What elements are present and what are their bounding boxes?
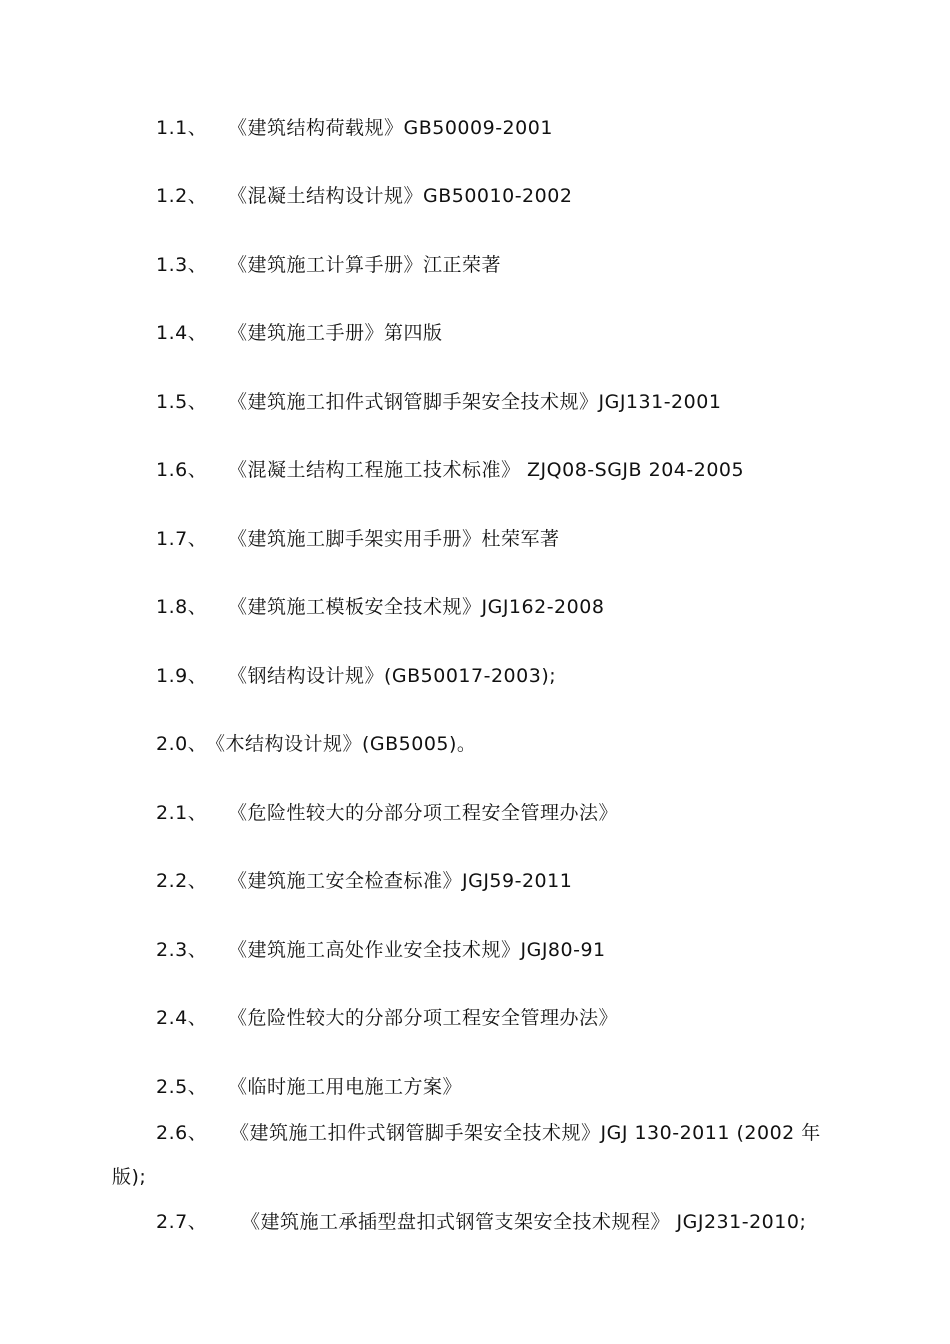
reference-item [156, 732, 476, 756]
reference-number: 1.7、 [156, 528, 208, 550]
reference-number: 1.8、 [156, 596, 208, 618]
reference-item [156, 938, 606, 962]
reference-item [156, 801, 618, 825]
reference-number: 2.1、 [156, 802, 208, 824]
reference-text: 《建筑施工手册》第四版 [228, 322, 443, 344]
reference-text-continuation: 版); [112, 1166, 147, 1188]
reference-item [156, 116, 553, 140]
reference-item [156, 390, 721, 414]
reference-text: 《危险性较大的分部分项工程安全管理办法》 [228, 1007, 619, 1029]
reference-number: 2.3、 [156, 939, 208, 961]
reference-text: 《建筑施工模板安全技术规》JGJ162-2008 [228, 596, 605, 618]
reference-number: 2.0、 [156, 733, 208, 755]
reference-item [156, 595, 604, 619]
reference-number: 1.2、 [156, 185, 208, 207]
reference-item-wrapped [112, 1111, 866, 1199]
reference-text: 《木结构设计规》(GB5005)。 [206, 733, 477, 755]
reference-item [156, 184, 572, 208]
reference-text: 《混凝土结构工程施工技术标准》 ZJQ08-SGJB 204-2005 [228, 459, 745, 481]
reference-number: 1.1、 [156, 117, 208, 139]
reference-number: 1.4、 [156, 322, 208, 344]
reference-text: 《建筑施工扣件式钢管脚手架安全技术规》JGJ 130-2011 (2002 年 [230, 1122, 821, 1144]
reference-text: 《建筑施工计算手册》江正荣著 [228, 254, 502, 276]
reference-item [156, 1006, 618, 1030]
reference-item [156, 527, 560, 551]
reference-item [156, 321, 443, 345]
reference-text: 《建筑施工脚手架实用手册》杜荣军著 [228, 528, 560, 550]
reference-item [156, 458, 744, 482]
reference-item [156, 664, 556, 688]
reference-number: 2.4、 [156, 1007, 208, 1029]
reference-number: 1.3、 [156, 254, 208, 276]
reference-item [156, 253, 501, 277]
reference-text: 《建筑施工高处作业安全技术规》JGJ80-91 [228, 939, 606, 961]
reference-number: 1.5、 [156, 391, 208, 413]
reference-text: 《钢结构设计规》(GB50017-2003); [228, 665, 557, 687]
reference-text: 《危险性较大的分部分项工程安全管理办法》 [228, 802, 619, 824]
reference-number: 1.6、 [156, 459, 208, 481]
reference-text: 《建筑施工承插型盘扣式钢管支架安全技术规程》 JGJ231-2010; [241, 1211, 807, 1233]
reference-number: 2.6、 [156, 1122, 208, 1144]
reference-text: 《临时施工用电施工方案》 [228, 1076, 463, 1098]
reference-text: 《建筑施工安全检查标准》JGJ59-2011 [228, 870, 573, 892]
reference-text: 《混凝土结构设计规》GB50010-2002 [228, 185, 573, 207]
reference-number: 1.9、 [156, 665, 208, 687]
reference-text: 《建筑施工扣件式钢管脚手架安全技术规》JGJ131-2001 [228, 391, 722, 413]
reference-text: 《建筑结构荷载规》GB50009-2001 [228, 117, 553, 139]
reference-number: 2.2、 [156, 870, 208, 892]
reference-item [156, 1210, 806, 1234]
reference-item [156, 869, 572, 893]
reference-number: 2.7、 [156, 1211, 208, 1233]
reference-number: 2.5、 [156, 1076, 208, 1098]
reference-item [156, 1075, 462, 1099]
